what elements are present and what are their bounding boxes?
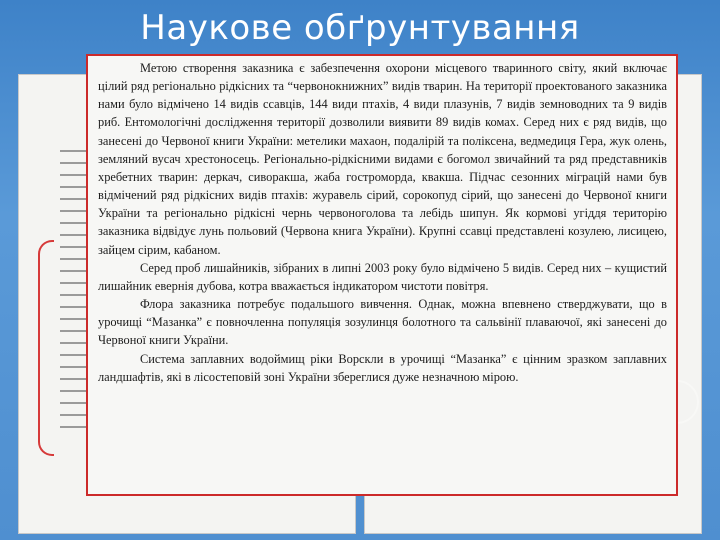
slide-title: Наукове обґрунтування	[140, 8, 580, 48]
red-bracket-annotation	[38, 240, 54, 456]
paragraph-water-system: Система заплавних водоймищ ріки Ворскли в урочищі “Мазанка” є цінним зразком заплавних ландшафтів, які в лісостеповій зоні України збереглися дуже незначною мірою.	[98, 351, 667, 384]
paragraph-lichens: Серед проб лишайників, зібраних в липні 2003 року було відмічено 5 видів. Серед них – кущистий лишайник евернія дубова, котра вважається індикатором чистоти повітря.	[98, 260, 667, 293]
scanned-document-excerpt	[86, 54, 678, 496]
paragraph-fauna: Метою створення заказника є забезпечення охорони місцевого тваринного світу, який включає цілий ряд регіонально рідкісних та “червонокнижних” видів тварин. На території проектованого заказника нами було відмічено 14 видів ссавців, 144 види птахів, 4 види плазунів, 7 видів земноводних та 9 видів риб. Ентомологічні дослідження території дозволили виявити 89 видів комах. Серед них є ряд видів, що занесені до Червоної книги України: метелики махаон, подалірій та поліксена, ведмедиця Гера, жук олень, земляний вусач хрестоносець. Регіонально-рідкісними видами є богомол звичайний та ряд представників хребетних тварин: деркач, сиворакша, жаба гостроморда, квакша. Підчас сезонних міграцій нами був відмічений ряд рідкісних видів птахів: журавель сірий, сорокопуд сірий, що занесені до Червоної книги України та регіонально рідкісні чернь червоноголова та лебідь шипун. Як кормові угіддя територію заказника відвідує лунь польовий (Червона книга України). Крупні ссавці представлені козулею, лисицею, зайцем сірим, кабаном.	[98, 61, 667, 257]
paragraph-flora: Флора заказника потребує подальшого вивчення. Однак, можна впевнено стверджувати, що в урочищі “Мазанка” є повночленна популяція зозулинця болотного та сальвінії плаваючої, які занесені до Червоної книги України.	[98, 297, 667, 348]
